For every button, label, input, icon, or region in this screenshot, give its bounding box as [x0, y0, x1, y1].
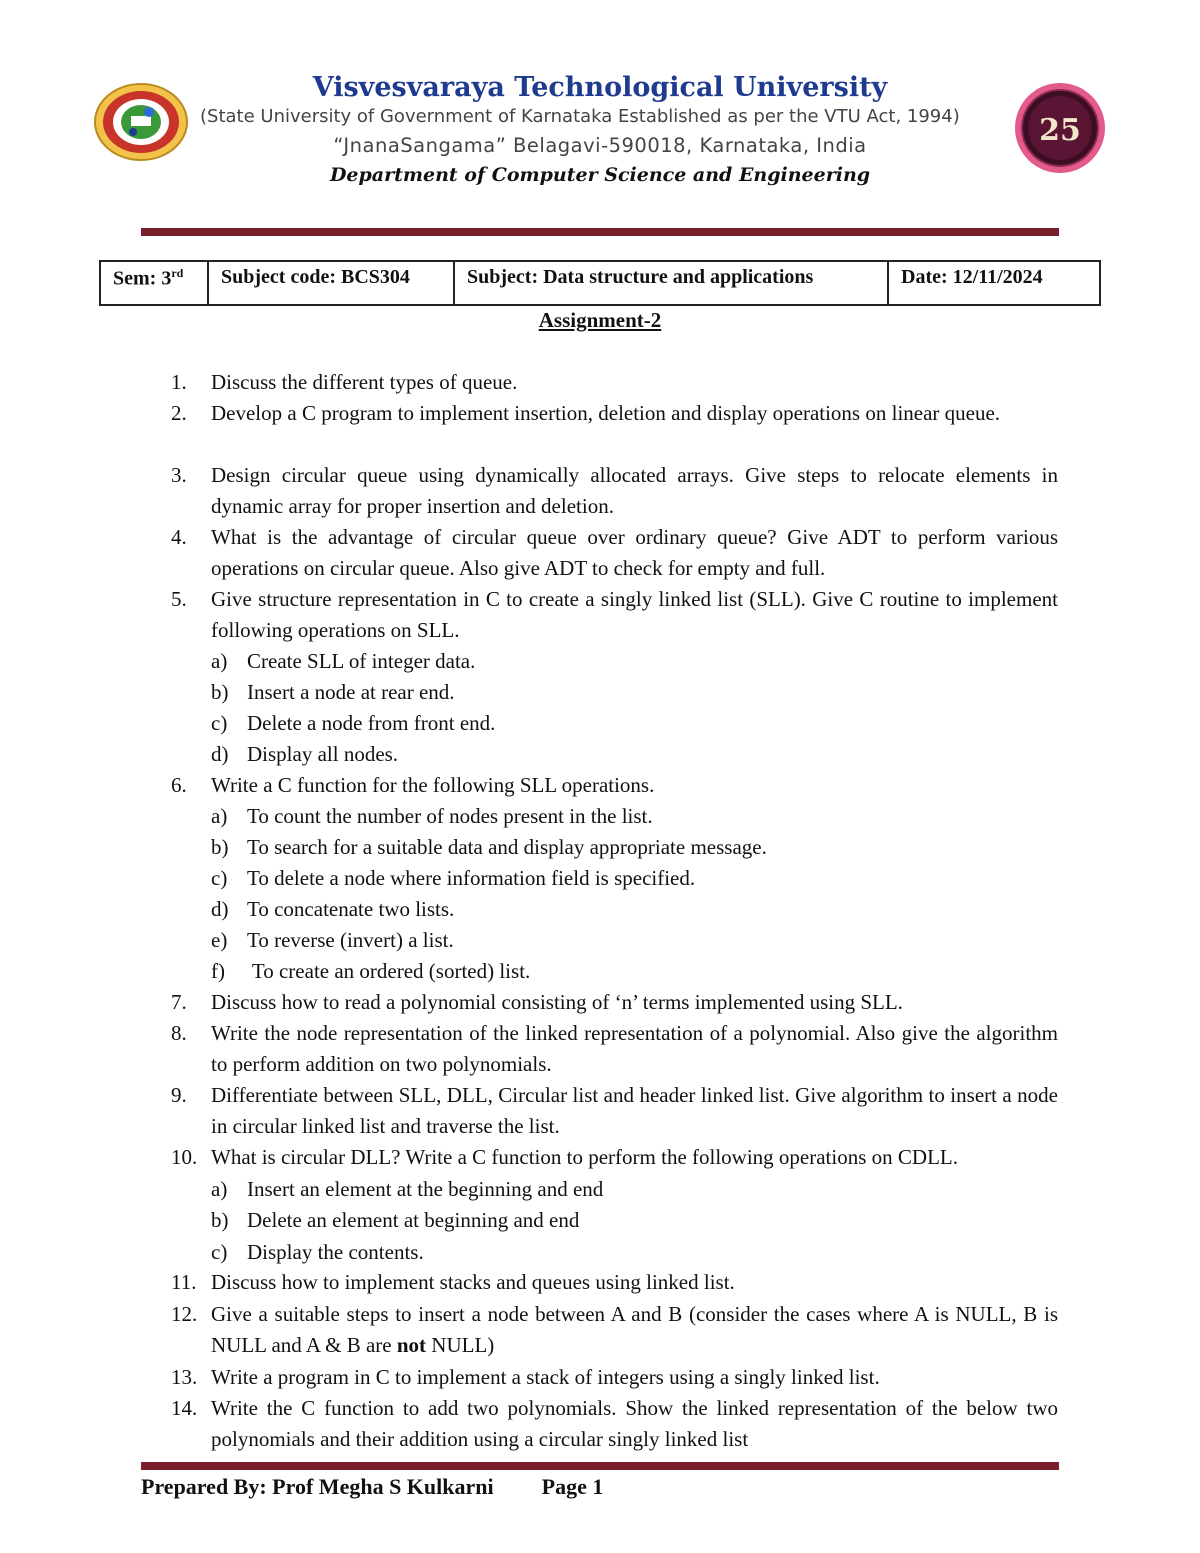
- question: 6. Write a C function for the following SLL operations.: [171, 773, 655, 797]
- prepared-by: Prepared By: Prof Megha S Kulkarni: [141, 1474, 494, 1499]
- question: 10. What is circular DLL? Write a C function to perform the following operations on CDLL.: [171, 1145, 958, 1169]
- question: 8. Write the node representation of the linked representation of a polynomial. Also give the algorithm to perform addition on two polynomials.: [171, 1021, 1058, 1076]
- sub-question: a) Insert an element at the beginning and end: [211, 1177, 604, 1201]
- question: 2. Develop a C program to implement insertion, deletion and display operations on linear queue.: [171, 401, 1001, 425]
- footer-divider: [141, 1462, 1059, 1470]
- sub-question: a) To count the number of nodes present in the list.: [211, 804, 653, 828]
- department-name: Department of Computer Science and Engineering: [329, 164, 871, 186]
- question: 11. Discuss how to implement stacks and queues using linked list.: [171, 1270, 735, 1294]
- sub-question: a) Create SLL of integer data.: [211, 649, 476, 673]
- university-title: Visvesvaraya Technological University: [312, 72, 888, 103]
- page-number: Page 1: [541, 1474, 604, 1499]
- question: 14. Write the C function to add two polynomials. Show the linked representation of the below two polynomials and their addition using a circular singly linked list: [171, 1396, 1058, 1451]
- subject-code-cell: Subject code: BCS304: [208, 261, 454, 305]
- sub-question: e) To reverse (invert) a list.: [211, 928, 454, 952]
- question: 1. Discuss the different types of queue.: [171, 370, 518, 394]
- question: 7. Discuss how to read a polynomial consisting of ‘n’ terms implemented using SLL.: [171, 990, 903, 1014]
- date-cell: Date: 12/11/2024: [888, 261, 1100, 305]
- question: 9. Differentiate between SLL, DLL, Circular list and header linked list. Give algorithm to insert a node in circular linked list and traverse the list.: [171, 1083, 1058, 1138]
- question: 4. What is the advantage of circular queue over ordinary queue? Give ADT to perform various operations on circular queue. Also give ADT to check for empty and full.: [171, 525, 1058, 580]
- semester-cell: Sem: 3rd: [100, 261, 208, 305]
- course-info-table: [99, 260, 1101, 306]
- header-divider: [141, 228, 1059, 236]
- sub-question: c) Display the contents.: [211, 1240, 424, 1264]
- sub-question: b) Insert a node at rear end.: [211, 680, 455, 704]
- university-subtitle: (State University of Government of Karnataka Established as per the VTU Act, 1994): [200, 106, 960, 127]
- subject-cell: Subject: Data structure and applications: [454, 261, 888, 305]
- question: 5. Give structure representation in C to create a singly linked list (SLL). Give C routine to implement following operations on SLL.: [171, 587, 1058, 642]
- sub-question: d) Display all nodes.: [211, 742, 399, 766]
- sub-question: c) To delete a node where information field is specified.: [211, 866, 696, 890]
- sub-question: f) To create an ordered (sorted) list.: [211, 959, 531, 983]
- badge-number: 25: [1039, 113, 1081, 148]
- question: 3. Design circular queue using dynamically allocated arrays. Give steps to relocate elements in dynamic array for proper insertion and deletion.: [171, 463, 1058, 518]
- question: 12. Give a suitable steps to insert a node between A and B (consider the cases where A is NULL, B is NULL and A & B are not NULL): [171, 1302, 1058, 1357]
- sub-question: d) To concatenate two lists.: [211, 897, 455, 921]
- question: 13. Write a program in C to implement a stack of integers using a singly linked list.: [171, 1365, 880, 1389]
- footer: [141, 1474, 603, 1500]
- sub-question: b) To search for a suitable data and display appropriate message.: [211, 835, 767, 859]
- assignment-title: Assignment-2: [538, 308, 662, 332]
- sub-question: b) Delete an element at beginning and end: [211, 1208, 580, 1232]
- university-address: “JnanaSangama” Belagavi-590018, Karnataka, India: [333, 134, 867, 157]
- sub-question: c) Delete a node from front end.: [211, 711, 496, 735]
